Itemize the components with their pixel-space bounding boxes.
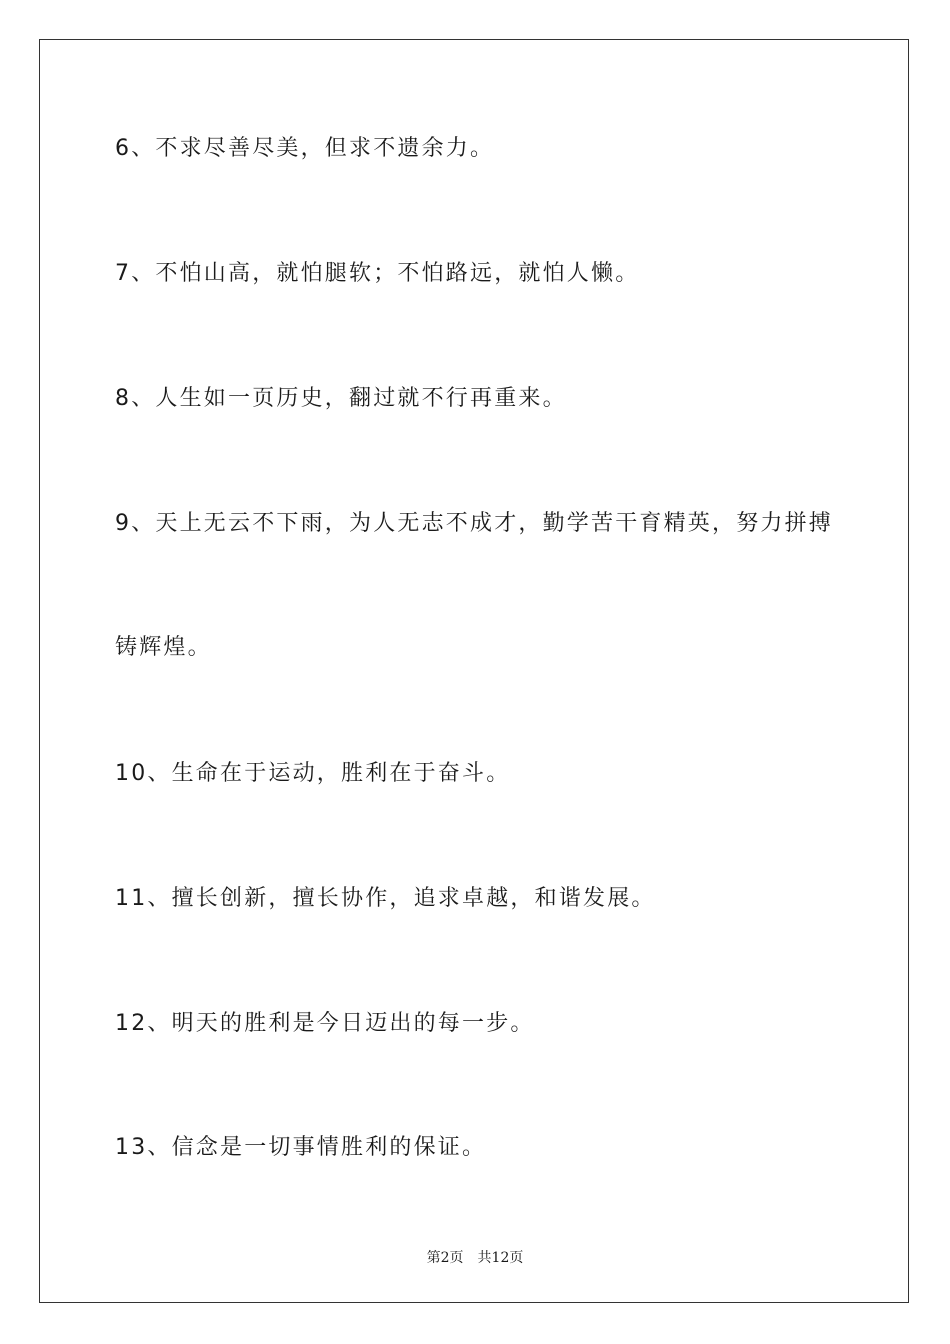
text-line: 11、擅长创新，擅长协作，追求卓越，和谐发展。 <box>115 886 656 911</box>
text-line: 铸辉煌。 <box>115 635 212 660</box>
text-line: 13、信念是一切事情胜利的保证。 <box>115 1135 487 1160</box>
page-border <box>39 39 909 1303</box>
text-line: 8、人生如一页历史，翻过就不行再重来。 <box>115 386 567 411</box>
text-line: 10、生命在于运动，胜利在于奋斗。 <box>115 761 511 786</box>
text-line: 12、明天的胜利是今日迈出的每一步。 <box>115 1011 535 1036</box>
text-line: 6、不求尽善尽美，但求不遗余力。 <box>115 136 495 161</box>
text-line: 7、不怕山高，就怕腿软；不怕路远，就怕人懒。 <box>115 261 640 286</box>
page-number: 第2页 <box>426 1250 464 1266</box>
text-line: 9、天上无云不下雨，为人无志不成才，勤学苦干育精英，努力拼搏 <box>115 511 833 536</box>
page-footer <box>0 1247 950 1267</box>
page-total: 共12页 <box>477 1250 524 1266</box>
